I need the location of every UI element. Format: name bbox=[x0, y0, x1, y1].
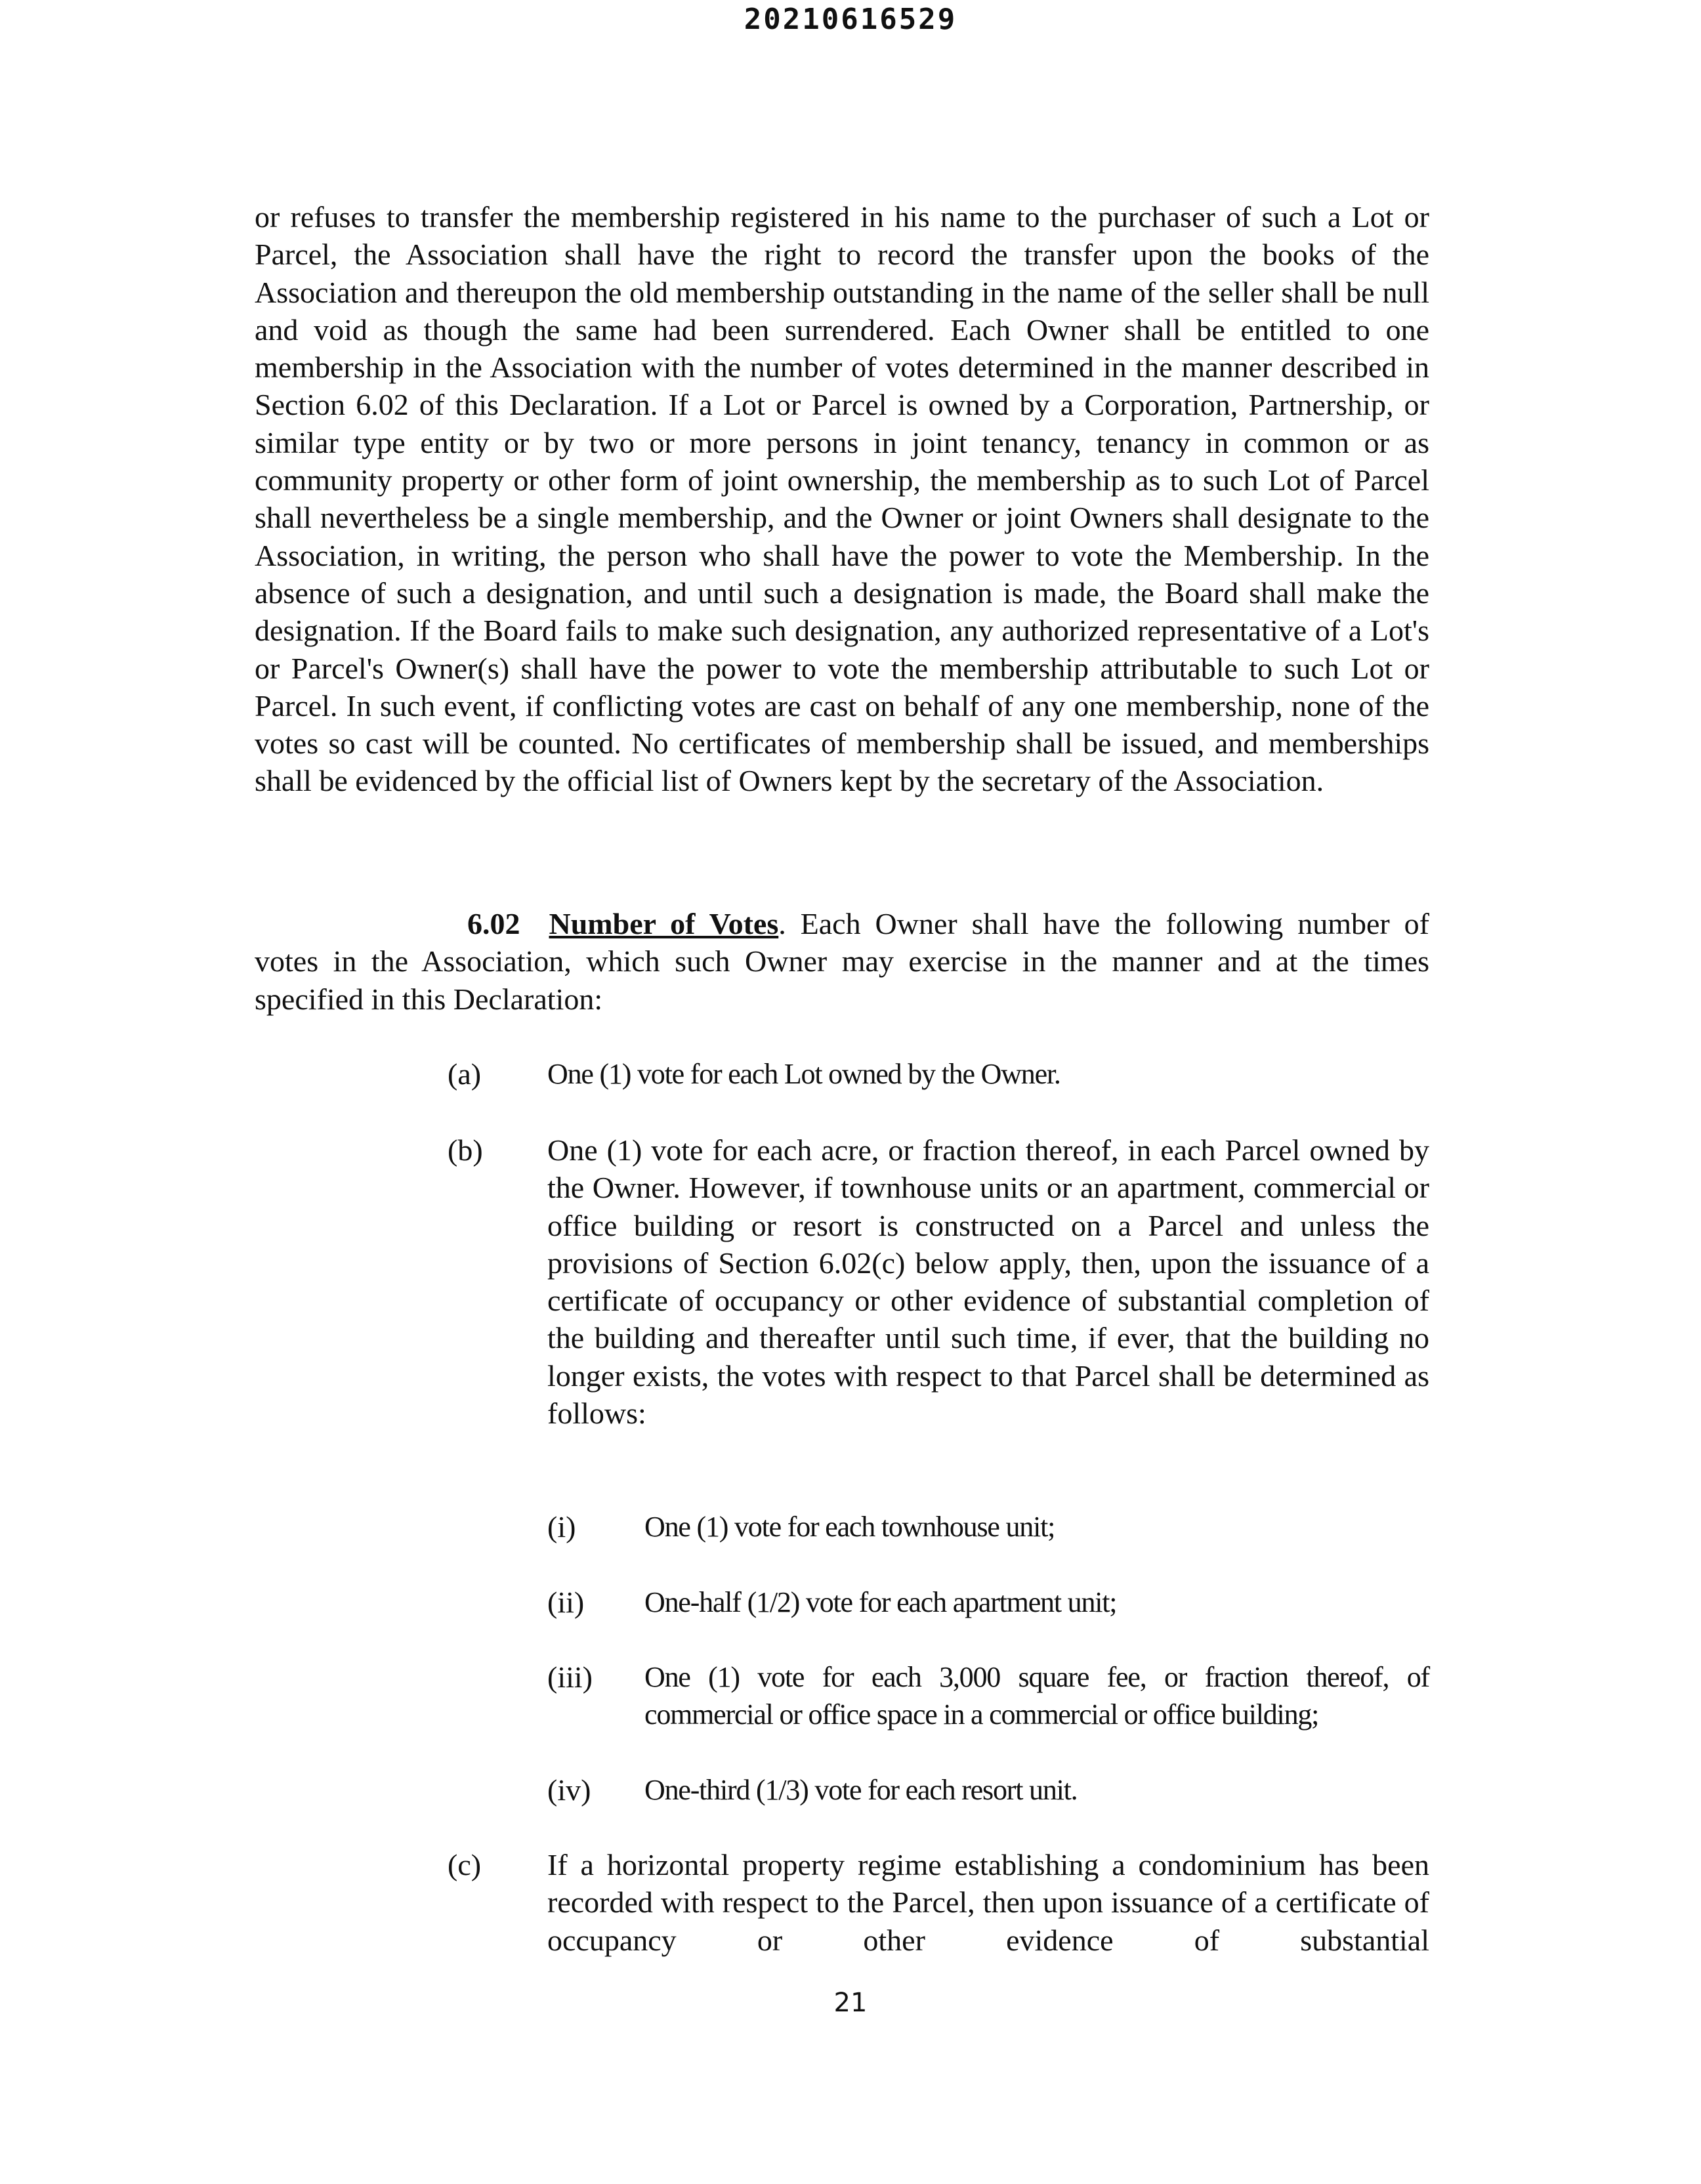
item-label: (b) bbox=[448, 1133, 483, 1167]
document-number: 20210616529 bbox=[744, 3, 957, 36]
subitem-label: (ii) bbox=[547, 1586, 585, 1619]
item-text: If a horizontal property regime establishing a condominium has been recorded with respect to the Parcel, then upon issuance of a certificate of occupancy or other evidence of substantial bbox=[547, 1848, 1429, 1957]
item-text: One (1) vote for each acre, or fraction thereof, in each Parcel owned by the Owner. However, if townhouse units or an apartment, commercial or office building or resort is constructed on a Parcel and unless the provisions of Section 6.02(c) below apply, then, upon the issuance of a certificate of occupancy or other evidence of substantial completion of the building and thereafter until such time, if ever, that the building no longer exists, the votes with respect to that Parcel shall be determined as follows: bbox=[547, 1133, 1429, 1431]
item-text: One (1) vote for each Lot owned by the Owner. bbox=[547, 1058, 1060, 1090]
subitem-label: (i) bbox=[547, 1510, 576, 1544]
subitem-label: (iv) bbox=[547, 1773, 591, 1807]
section-6-02-paragraph bbox=[255, 905, 1429, 1018]
section-title: Number of Votes bbox=[549, 907, 779, 940]
subitem-text: One-third (1/3) vote for each resort unit. bbox=[644, 1774, 1078, 1806]
section-number: 6.02 bbox=[467, 907, 520, 940]
page-number: 21 bbox=[833, 1988, 868, 2018]
subitem-text: One (1) vote for each 3,000 square fee, or fraction thereof, of commercial or office space in a commercial or office building; bbox=[644, 1661, 1429, 1731]
item-label: (c) bbox=[448, 1848, 482, 1881]
item-label: (a) bbox=[448, 1057, 482, 1091]
subitem-text: One (1) vote for each townhouse unit; bbox=[644, 1511, 1055, 1543]
subitem-text: One-half (1/2) vote for each apartment unit; bbox=[644, 1586, 1117, 1618]
section-intro-text: . Each Owner shall have the following number of votes in the Association, which such Owner may exercise in the manner and at the times specified in this Declaration: bbox=[255, 907, 1429, 1016]
subitem-label: (iii) bbox=[547, 1660, 593, 1694]
paragraph-membership-transfer: or refuses to transfer the membership registered in his name to the purchaser of such a Lot or Parcel, the Association shall have the right to record the transfer upon the books of the Association and thereupon the old membership outstanding in the name of the seller shall be null and void as though the same had been surrendered. Each Owner shall be entitled to one membership in the Association with the number of votes determined in the manner described in Section 6.02 of this Declaration. If a Lot or Parcel is owned by a Corporation, Partnership, or similar type entity or by two or more persons in joint tenancy, tenancy in common or as community property or other form of joint ownership, the membership as to such Lot of Parcel shall nevertheless be a single membership, and the Owner or joint Owners shall designate to the Association, in writing, the person who shall have the power to vote the Membership. In the absence of such a designation, and until such a designation is made, the Board shall make the designation. If the Board fails to make such designation, any authorized representative of a Lot's or Parcel's Owner(s) shall have the power to vote the membership attributable to such Lot or Parcel. In such event, if conflicting votes are cast on behalf of any one membership, none of the votes so cast will be counted. No certificates of membership shall be issued, and memberships shall be evidenced by the official list of Owners kept by the secretary of the Association. bbox=[255, 200, 1429, 798]
